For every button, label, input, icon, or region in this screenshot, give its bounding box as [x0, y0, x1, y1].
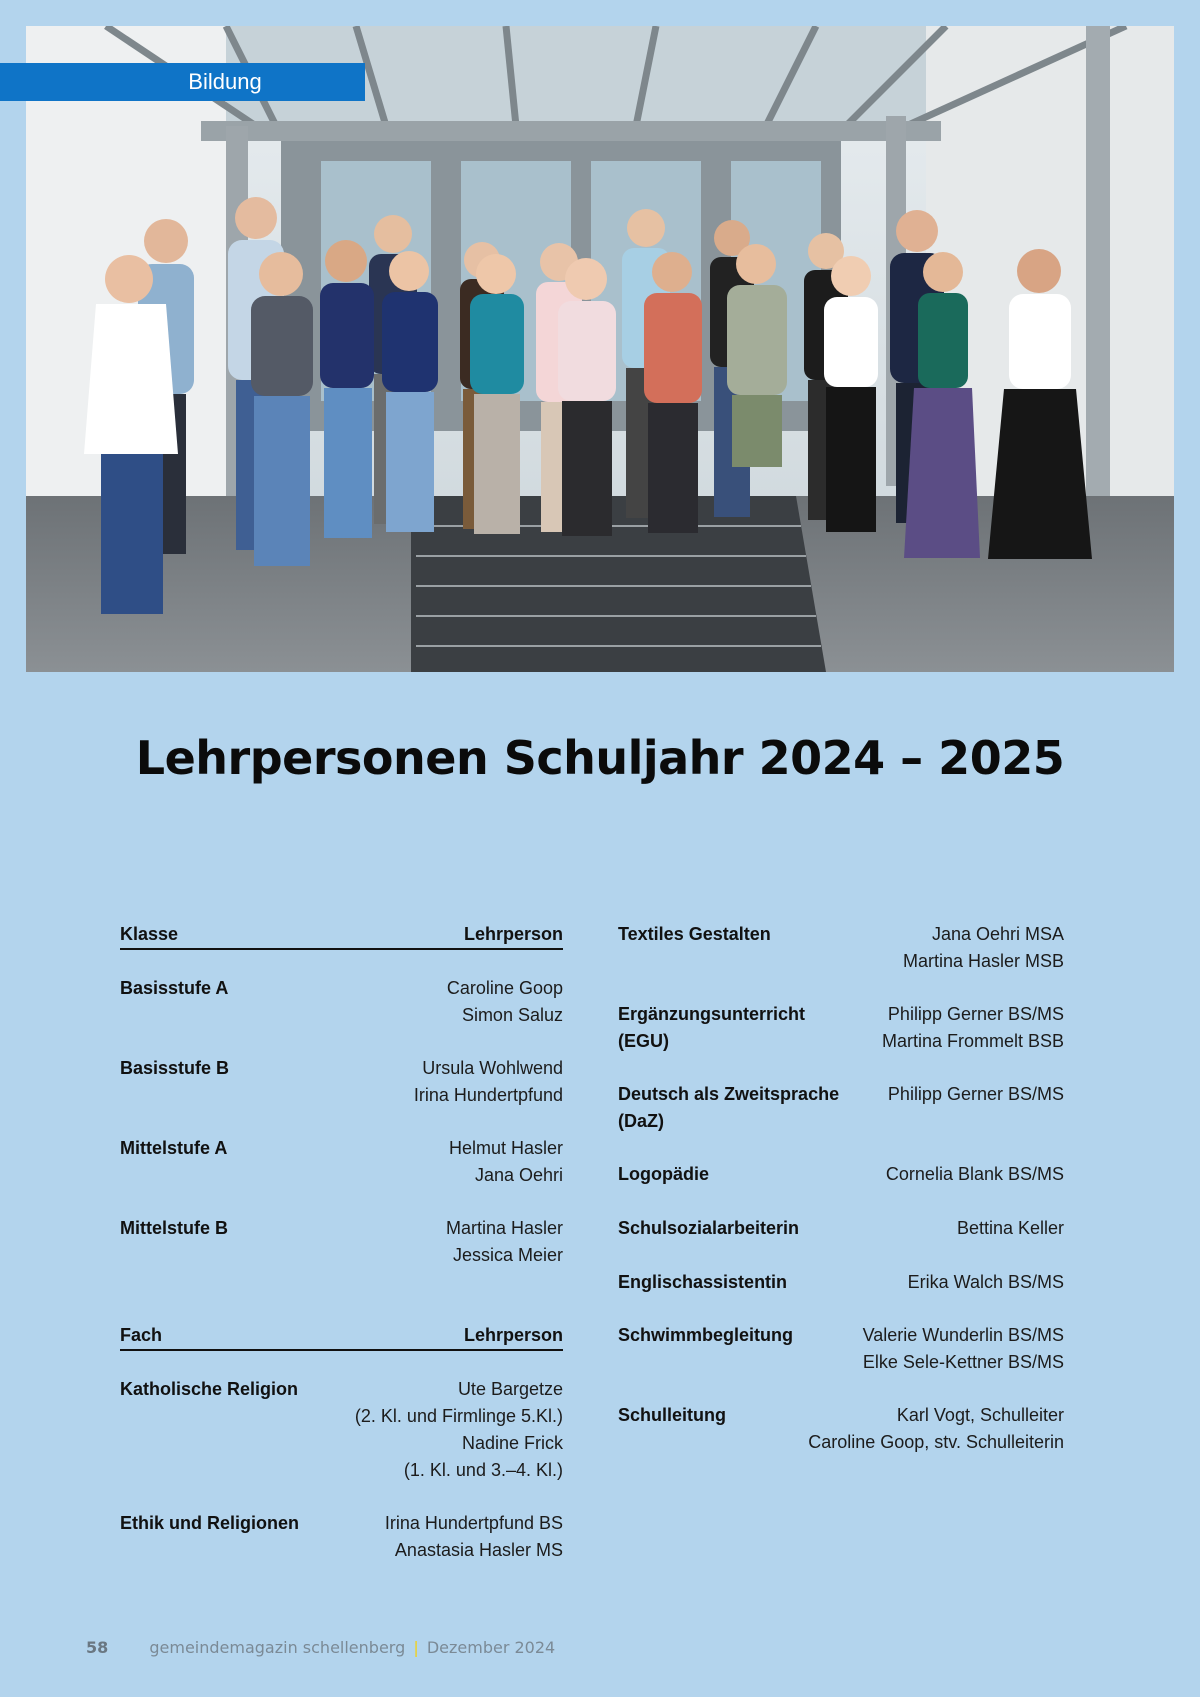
teacher-name: Irina Hundertpfund — [413, 1085, 563, 1105]
section-tag: Bildung — [0, 63, 365, 101]
row-key: Basisstufe B — [120, 1058, 230, 1078]
row-value — [726, 1402, 1064, 1456]
row-key: Katholische Religion — [120, 1379, 299, 1399]
table-row — [618, 1322, 1064, 1376]
faecher-table-header — [120, 1322, 563, 1351]
row-key: Mittelstufe A — [120, 1138, 228, 1158]
row-value — [709, 1161, 1064, 1188]
row-value — [818, 1001, 1064, 1055]
teacher-name: Bettina Keller — [956, 1218, 1064, 1238]
table-row — [120, 1055, 563, 1109]
table-row — [618, 1081, 1064, 1135]
row-key: Ergänzungsunterricht (EGU) — [618, 1004, 806, 1051]
page-footer — [86, 1638, 555, 1657]
klassen-header-key: Klasse — [120, 924, 179, 944]
row-value — [227, 1135, 563, 1189]
row-key: Mittelstufe B — [120, 1218, 228, 1238]
teacher-name: Philipp Gerner BS/MS — [887, 1004, 1064, 1024]
teacher-name: Elke Sele-Kettner BS/MS — [862, 1352, 1064, 1372]
table-row — [618, 1269, 1064, 1296]
row-key: Ethik und Religionen — [120, 1513, 299, 1533]
teacher-name: Anastasia Hasler MS — [394, 1540, 563, 1560]
footer-separator: | — [413, 1638, 419, 1657]
row-key: Schwimmbegleitung — [618, 1325, 794, 1345]
teacher-name: Irina Hundertpfund BS — [384, 1513, 563, 1533]
table-row — [618, 1215, 1064, 1242]
page-number: 58 — [86, 1638, 109, 1657]
row-key: Textiles Gestalten — [618, 924, 771, 944]
publication-name: gemeindemagazin schellenberg — [149, 1638, 406, 1657]
left-column — [120, 921, 563, 1564]
teacher-name: Erika Walch BS/MS — [907, 1272, 1064, 1292]
row-value — [228, 1215, 563, 1269]
teacher-name: Nadine Frick — [461, 1433, 563, 1453]
group-photo — [26, 26, 1174, 672]
teacher-note: (2. Kl. und Firmlinge 5.Kl.) — [354, 1406, 563, 1426]
row-value — [787, 1269, 1064, 1296]
publication-date: Dezember 2024 — [426, 1638, 556, 1657]
table-row — [120, 975, 563, 1029]
teacher-name: Caroline Goop, stv. Schulleiterin — [808, 1432, 1064, 1452]
faecher-header-value: Lehrperson — [463, 1325, 563, 1345]
row-value — [858, 1081, 1064, 1108]
teacher-name: Jessica Meier — [452, 1245, 563, 1265]
row-key: Deutsch als Zweitsprache (DaZ) — [618, 1084, 840, 1131]
row-key: Englischassistentin — [618, 1272, 788, 1292]
table-row — [120, 1215, 563, 1269]
row-value — [299, 1510, 563, 1564]
faecher-header-key: Fach — [120, 1325, 163, 1345]
teacher-name: Martina Hasler MSB — [902, 951, 1064, 971]
table-row — [618, 1161, 1064, 1188]
teacher-name: Jana Oehri MSA — [931, 924, 1064, 944]
table-row — [120, 1135, 563, 1189]
table-row — [120, 1376, 563, 1484]
row-value — [229, 1055, 563, 1109]
teacher-name: Valerie Wunderlin BS/MS — [862, 1325, 1064, 1345]
row-key: Schulleitung — [618, 1405, 726, 1425]
row-key: Schulsozialarbeiterin — [618, 1218, 800, 1238]
teacher-name: Simon Saluz — [461, 1005, 563, 1025]
teacher-name: Philipp Gerner BS/MS — [887, 1084, 1064, 1104]
right-column — [618, 921, 1064, 1456]
table-row — [618, 921, 1064, 975]
row-value — [228, 975, 563, 1029]
teacher-name: Martina Hasler — [445, 1218, 563, 1238]
teacher-name: Ute Bargetze — [457, 1379, 563, 1399]
row-value — [799, 1215, 1064, 1242]
row-value — [298, 1376, 563, 1484]
row-value — [771, 921, 1064, 975]
teacher-name: Karl Vogt, Schulleiter — [896, 1405, 1064, 1425]
teacher-name: Cornelia Blank BS/MS — [885, 1164, 1064, 1184]
table-row — [618, 1402, 1064, 1456]
teacher-name: Caroline Goop — [446, 978, 563, 998]
klassen-table-header — [120, 921, 563, 950]
teacher-name: Jana Oehri — [474, 1165, 563, 1185]
table-row — [120, 1510, 563, 1564]
teacher-note: (1. Kl. und 3.–4. Kl.) — [403, 1460, 563, 1480]
teacher-name: Ursula Wohlwend — [422, 1058, 563, 1078]
teacher-name: Martina Frommelt BSB — [881, 1031, 1064, 1051]
page-title: Lehrpersonen Schuljahr 2024 – 2025 — [135, 731, 1065, 785]
row-key: Basisstufe A — [120, 978, 229, 998]
teacher-name: Helmut Hasler — [448, 1138, 563, 1158]
group-photo-illustration — [26, 26, 1174, 672]
table-row — [618, 1001, 1064, 1055]
klassen-header-value: Lehrperson — [463, 924, 563, 944]
row-key: Logopädie — [618, 1164, 709, 1184]
row-value — [793, 1322, 1064, 1376]
